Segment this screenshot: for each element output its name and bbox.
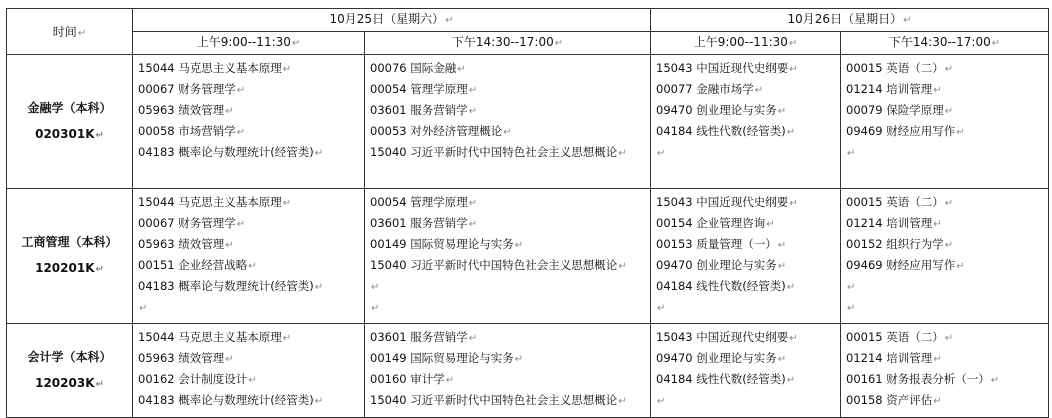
course-item: 15044 马克思主义基本原理↵: [138, 330, 292, 344]
course-item: 00058 市场营销学↵: [138, 124, 246, 138]
major-cell: [7, 55, 133, 189]
course-item: 09470 创业理论与实务↵: [656, 351, 787, 365]
course-item: ↵: [657, 148, 666, 159]
course-item: 15043 中国近现代史纲要↵: [656, 195, 798, 209]
course-item: 00162 会计制度设计↵: [138, 372, 257, 386]
course-item: 00015 英语（二）↵: [846, 330, 954, 344]
course-item: 05963 绩效管理↵: [138, 237, 234, 251]
course-cell: [841, 324, 1049, 418]
course-item: 00154 企业管理咨询↵: [656, 216, 775, 230]
major-name: 工商管理（本科）: [21, 235, 118, 249]
course-item: 00152 组织行为学↵: [846, 237, 954, 251]
major-row: [7, 189, 1049, 324]
course-item: 15040 习近平新时代中国特色社会主义思想概论↵: [370, 145, 627, 159]
course-cell: [651, 55, 841, 189]
course-cell: [651, 324, 841, 418]
time-header-cell: 时间↵: [7, 9, 133, 55]
course-item: 05963 绩效管理↵: [138, 103, 234, 117]
course-item: ↵: [371, 303, 380, 314]
course-item: 00053 对外经济管理概论↵: [370, 124, 512, 138]
course-item: 00149 国际贸易理论与实务↵: [370, 237, 524, 251]
course-item: 04184 线性代数(经管类)↵: [656, 124, 796, 138]
course-item: ↵: [657, 396, 666, 407]
day1-am-header: 上午9:00--11:30↵: [133, 32, 365, 55]
course-cell: [365, 189, 651, 324]
course-item: 00160 审计学↵: [370, 372, 455, 386]
day1-pm-header: 下午14:30--17:00↵: [365, 32, 651, 55]
course-item: 00015 英语（二）↵: [846, 61, 954, 75]
major-code: 120201K↵: [35, 261, 104, 275]
exam-schedule-table: [6, 8, 1049, 418]
course-item: 00067 财务管理学↵: [138, 82, 246, 96]
course-item: ↵: [847, 282, 856, 293]
course-cell: [841, 189, 1049, 324]
major-code: 020301K↵: [35, 126, 104, 141]
time-label: 时间: [52, 25, 77, 39]
major-row: [7, 55, 1049, 189]
course-item: ↵: [847, 303, 856, 314]
day1-header: 10月25日（星期六）↵: [133, 9, 651, 32]
course-item: 00076 国际金融↵: [370, 61, 466, 75]
course-item: 03601 服务营销学↵: [370, 216, 478, 230]
course-item: 00151 企业经营战略↵: [138, 258, 257, 272]
course-item: 00067 财务管理学↵: [138, 216, 246, 230]
course-cell: [841, 55, 1049, 189]
course-item: 00054 管理学原理↵: [370, 195, 478, 209]
course-item: 09469 财经应用写作↵: [846, 258, 965, 272]
course-item: 04183 概率论与数理统计(经管类)↵: [138, 279, 324, 293]
course-item: 15040 习近平新时代中国特色社会主义思想概论↵: [370, 258, 627, 272]
course-item: ↵: [139, 303, 148, 314]
course-item: 00054 管理学原理↵: [370, 82, 478, 96]
course-item: 04183 概率论与数理统计(经管类)↵: [138, 393, 324, 407]
course-item: 15043 中国近现代史纲要↵: [656, 61, 798, 75]
course-cell: [651, 189, 841, 324]
course-cell: [365, 324, 651, 418]
course-cell: [365, 55, 651, 189]
course-cell: [133, 189, 365, 324]
major-code: 120203K↵: [35, 375, 104, 390]
course-item: 00015 英语（二）↵: [846, 195, 954, 209]
major-cell: [7, 324, 133, 418]
course-item: ↵: [657, 303, 666, 314]
course-item: 01214 培训管理↵: [846, 82, 942, 96]
course-cell: [133, 55, 365, 189]
course-item: 00158 资产评估↵: [846, 393, 942, 407]
day2-label: 10月26日（星期日）: [787, 12, 903, 26]
course-item: 01214 培训管理↵: [846, 216, 942, 230]
course-item: 04184 线性代数(经管类)↵: [656, 279, 796, 293]
major-name: 金融学（本科）: [27, 100, 112, 115]
major-name: 会计学（本科）: [27, 349, 112, 364]
course-item: 09470 创业理论与实务↵: [656, 258, 787, 272]
course-item: 15040 习近平新时代中国特色社会主义思想概论↵: [370, 393, 627, 407]
day2-am-header: 上午9:00--11:30↵: [651, 32, 841, 55]
course-item: 15044 马克思主义基本原理↵: [138, 61, 292, 75]
course-item: 01214 培训管理↵: [846, 351, 942, 365]
course-item: 09469 财经应用写作↵: [846, 124, 965, 138]
day1-label: 10月25日（星期六）: [329, 12, 445, 26]
course-item: 00149 国际贸易理论与实务↵: [370, 351, 524, 365]
course-cell: [133, 324, 365, 418]
day2-header: 10月26日（星期日）↵: [651, 9, 1049, 32]
course-item: ↵: [847, 148, 856, 159]
course-item: 15043 中国近现代史纲要↵: [656, 330, 798, 344]
course-item: 04183 概率论与数理统计(经管类)↵: [138, 145, 324, 159]
course-item: 05963 绩效管理↵: [138, 351, 234, 365]
course-item: 15044 马克思主义基本原理↵: [138, 195, 292, 209]
course-item: 03601 服务营销学↵: [370, 103, 478, 117]
course-item: 00079 保险学原理↵: [846, 103, 954, 117]
course-item: 00077 金融市场学↵: [656, 82, 764, 96]
course-item: 00153 质量管理（一）↵: [656, 237, 787, 251]
course-item: 03601 服务营销学↵: [370, 330, 478, 344]
course-item: ↵: [371, 282, 380, 293]
major-row: [7, 324, 1049, 418]
major-cell: [7, 189, 133, 324]
course-item: 00161 财务报表分析（一）↵: [846, 372, 1000, 386]
course-item: 09470 创业理论与实务↵: [656, 103, 787, 117]
day2-pm-header: 下午14:30--17:00↵: [841, 32, 1049, 55]
course-item: 04184 线性代数(经管类)↵: [656, 372, 796, 386]
